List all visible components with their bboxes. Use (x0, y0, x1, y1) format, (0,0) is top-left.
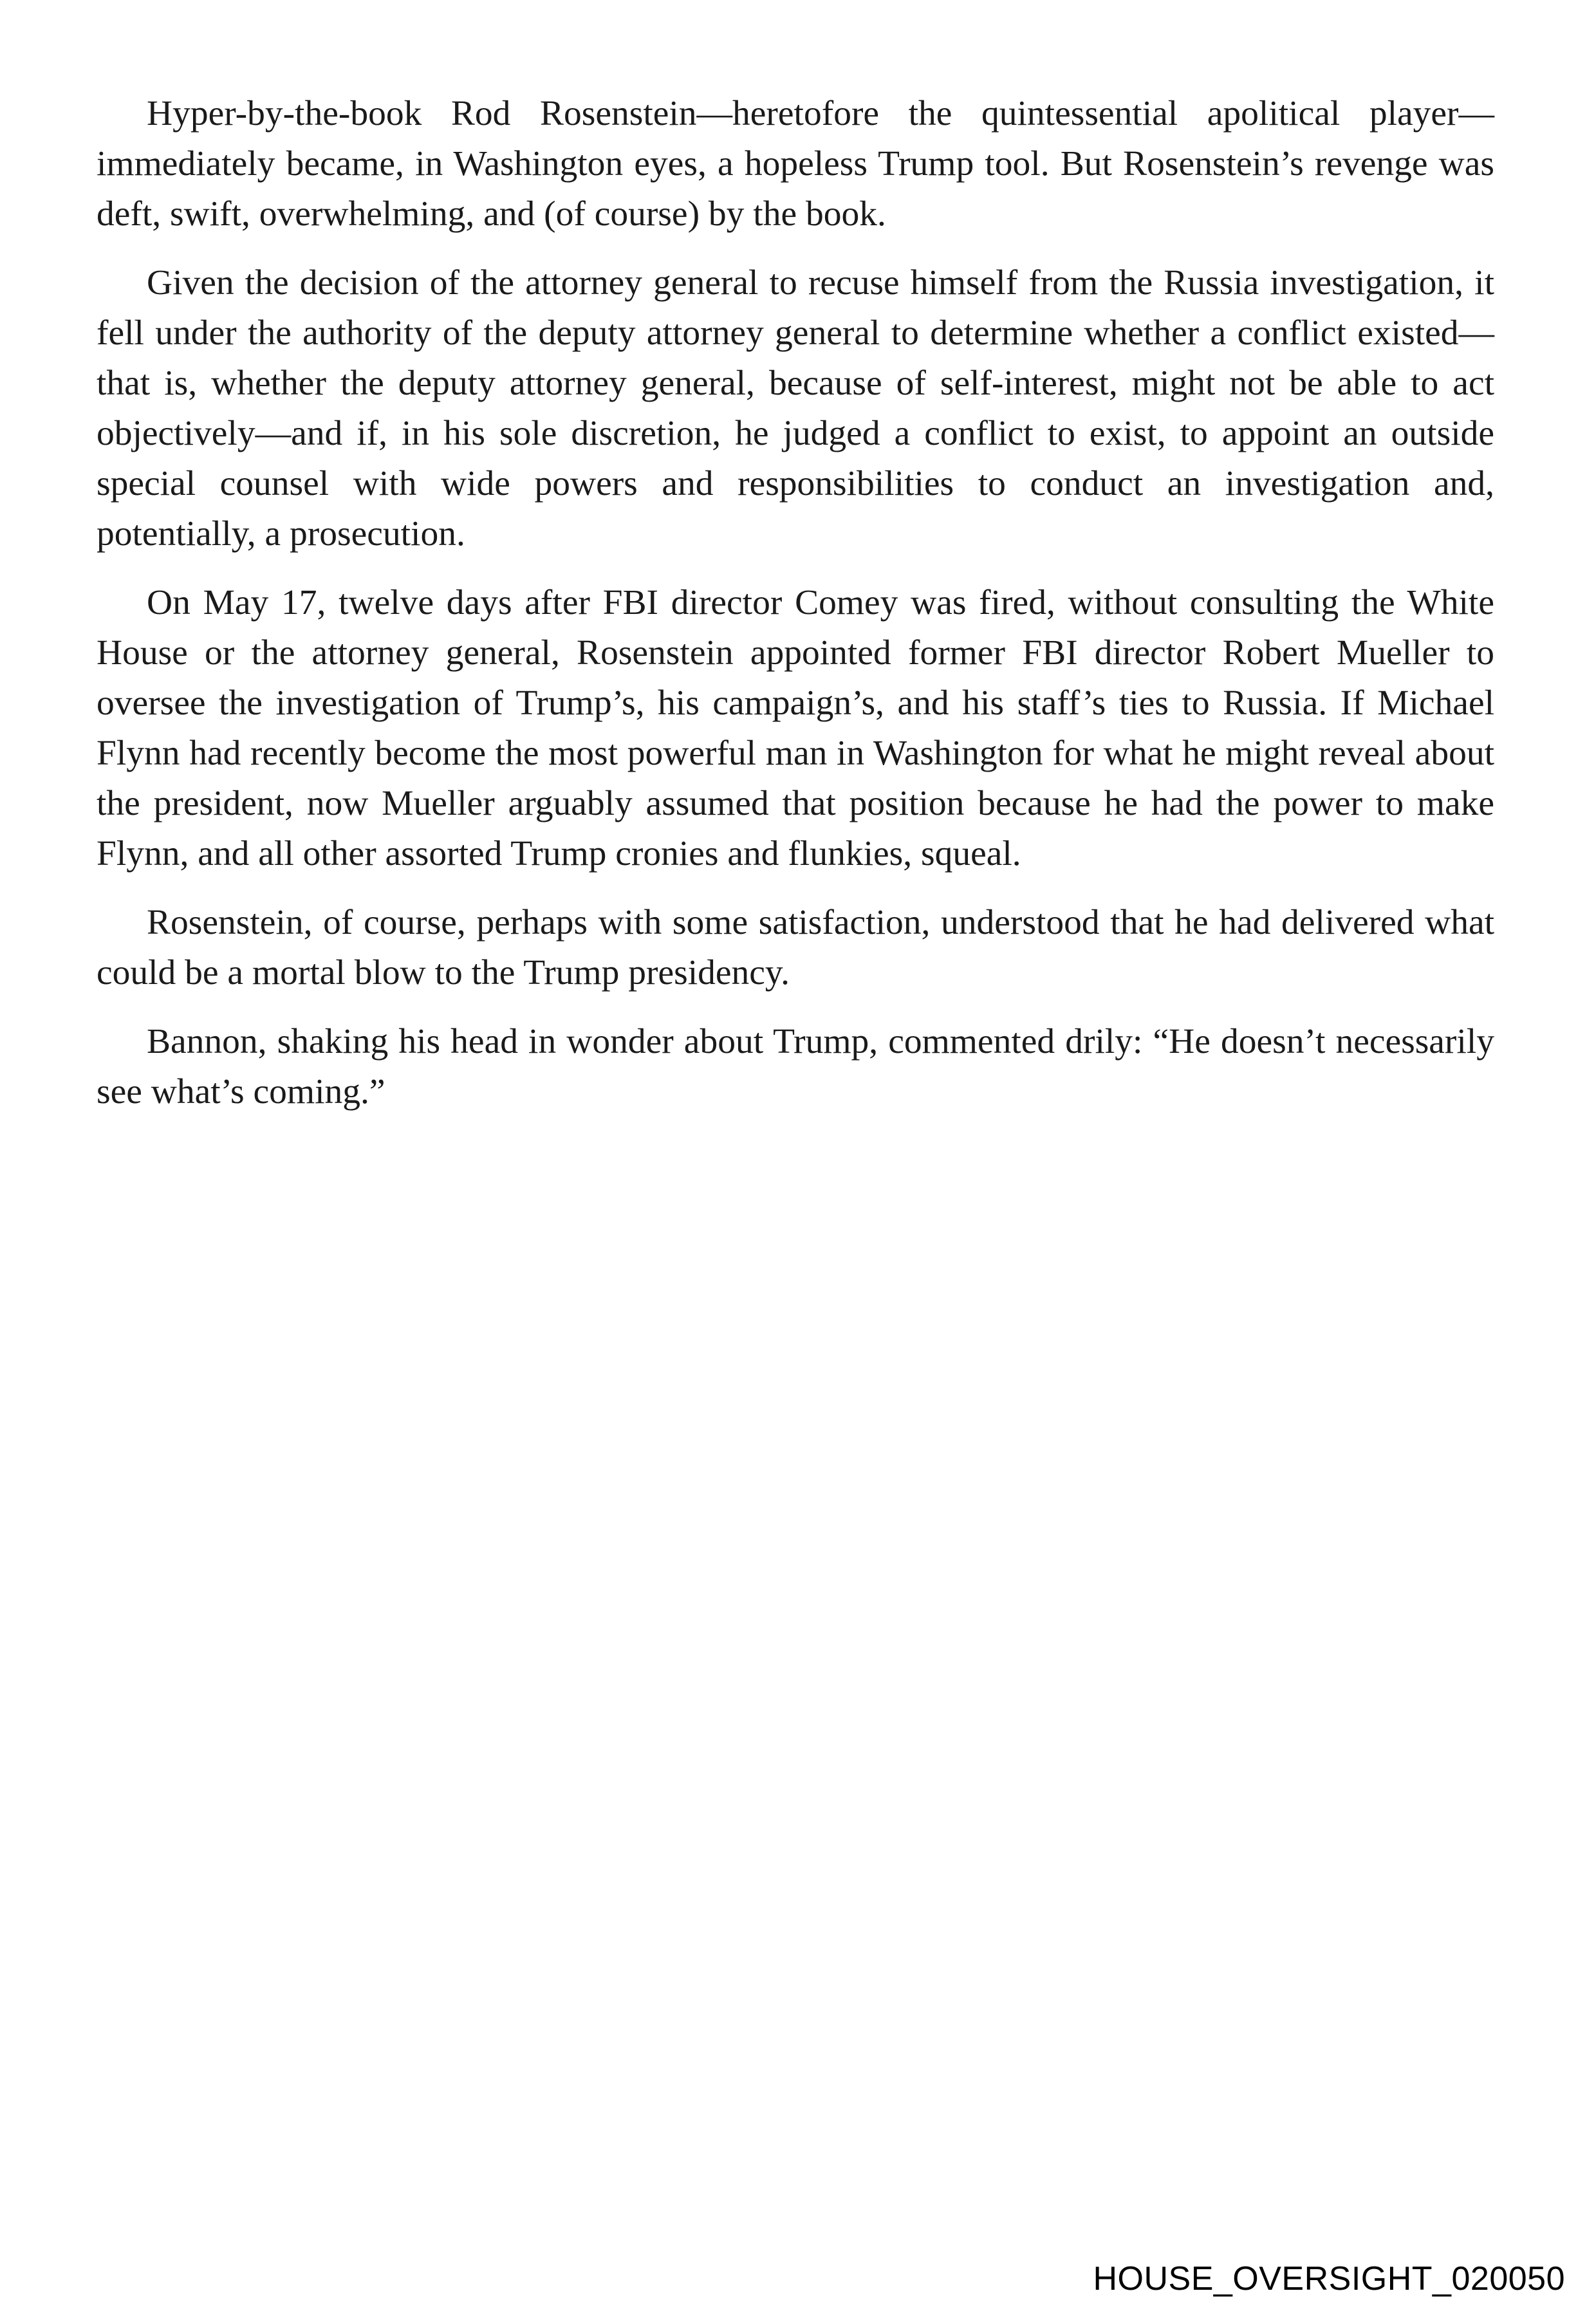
document-body (97, 89, 1494, 1136)
paragraph-1: Hyper-by-the-book Rod Rosenstein—heretofore the quintessential apolitical player— immediately became, in Washington eyes, a hopeless Trump tool. But Rosenstein’s revenge was deft, swift, overwhelming, and (of course) by the book. (97, 94, 1494, 234)
document-id-stamp: HOUSE_OVERSIGHT_020050 (1093, 2260, 1565, 2297)
paragraph-3: On May 17, twelve days after FBI director Comey was fired, without consulting the White House or the attorney general, Rosenstein appointed former FBI director Robert Mueller to oversee the investigation of Trump’s, his campaign’s, and his staff’s ties to Russia. If Michael Flynn had recently become the most powerful man in Washington for what he might reveal about the president, now Mueller arguably assumed that position because he had the power to make Flynn, and all other assorted Trump cronies and flunkies, squeal. (97, 583, 1494, 873)
paragraph-4: Rosenstein, of course, perhaps with some satisfaction, understood that he had delivered what could be a mortal blow to the Trump presidency. (97, 903, 1494, 992)
paragraph-2: Given the decision of the attorney general to recuse himself from the Russia investigation, it fell under the authority of the deputy attorney general to determine whether a conflict existed—that is, whether the deputy attorney general, because of self-interest, might not be able to act objectively—and if, in his sole discretion, he judged a conflict to exist, to appoint an outside special counsel with wide powers and responsibilities to conduct an investigation and, potentially, a prosecution. (97, 263, 1494, 553)
paragraph-5: Bannon, shaking his head in wonder about Trump, commented drily: “He doesn’t necessarily see what’s coming.” (97, 1022, 1494, 1111)
